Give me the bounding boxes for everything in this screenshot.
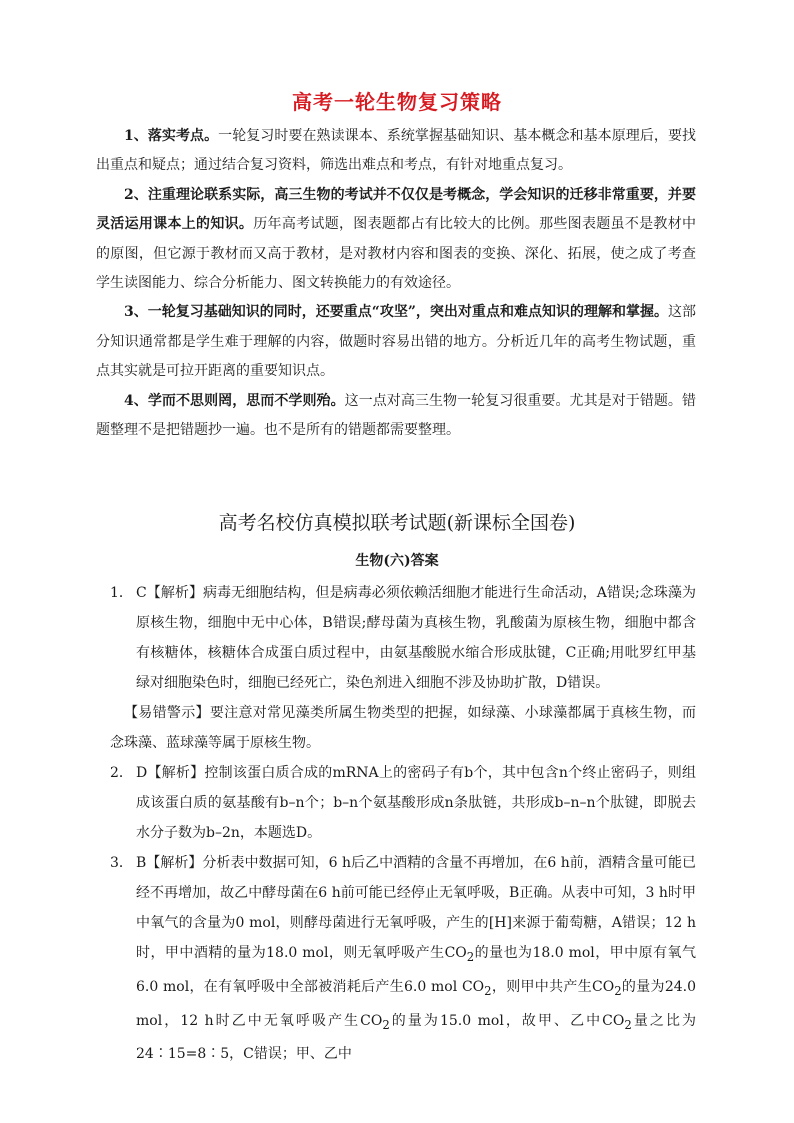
answer-text-part: 的量为15.0 mol，故甲、乙中CO	[389, 1012, 625, 1029]
strategy-section	[96, 122, 696, 445]
subscript: 2	[484, 983, 492, 998]
answer-text-part: 的量也为18.0 mol，甲中原有氧气6.0 mol，在有氧呼吸中全部被消耗后产生6.0 mol CO	[136, 945, 696, 995]
strategy-item-lead: 4、学而不思则罔，思而不学则殆。	[124, 392, 345, 409]
strategy-item-text: 这部分知识通常都是学生难于理解的内容，做题时容易出错的地方。分析近几年的高考生物试题，重点其实就是可拉开距离的重要知识点。	[96, 304, 696, 380]
strategy-item-text: 历年高考试题，图表题都占有比较大的比例。那些图表题虽不是教材中的原图，但它源于教材而又高于教材，是对教材内容和图表的变换、深化、拓展，使之成了考查学生读图能力、综合分析能力、图文转换能力的有效途径。	[96, 216, 697, 292]
subscript: 2	[466, 949, 475, 964]
answer-number: 3．	[110, 855, 133, 871]
exam-title: 高考名校仿真模拟联考试题(新课标全国卷)	[218, 512, 576, 534]
answer-text: C【解析】病毒无细胞结构，但是病毒必须依赖活细胞才能进行生命活动，A错误;念珠藻为原核生物，细胞中无中心体，B错误;酵母菌为真核生物，乳酸菌为原核生物，细胞中都含有核糖体，核糖体合成蛋白质过程中，由氨基酸脱水缩合形成肽键，C正确;用吡罗红甲基绿对细胞染色时，细胞已经死亡，染色剂进入细胞不涉及协助扩散，D错误。	[136, 585, 696, 691]
strategy-item	[96, 298, 696, 386]
answer-item	[110, 848, 696, 1069]
answer-number: 1．	[110, 585, 133, 601]
subscript: 2	[624, 1017, 632, 1032]
exam-subtitle: 生物(六)答案	[355, 553, 439, 569]
strategy-title: 高考一轮生物复习策略	[292, 90, 502, 114]
strategy-item	[96, 387, 696, 446]
subscript: 2	[614, 983, 622, 998]
answer-text-part: ，则甲中共产生CO	[491, 978, 615, 995]
answer-text-part: 的量为24.0 mol，12 h时乙中无氧呼吸产生CO	[136, 978, 697, 1029]
answer-text-part: B【解析】分析表中数据可知，6 h后乙中酒精的含量不再增加，在6 h前，酒精含量可能已经不再增加，故乙中酵母菌在6 h前可能已经停止无氧呼吸，B正确。从表中可知，3 h时甲中氧气的含量为0 mol，则酵母菌进行无氧呼吸，产生的[H]来源于葡萄糖，A错误；12 h时，甲中酒精的量为18.0 mol，则无氧呼吸产生CO	[136, 855, 696, 961]
subscript: 2	[382, 1017, 390, 1032]
strategy-item-text: 一轮复习时要在熟读课本、系统掌握基础知识、基本概念和基本原理后，要找出重点和疑点；通过结合复习资料，筛选出难点和考点，有针对地重点复习。	[96, 128, 696, 174]
error-warning-note: 【易错警示】要注意对常见藻类所属生物类型的把握，如绿藻、小球藻都属于真核生物，而念珠藻、蓝球藻等属于原核生物。	[110, 705, 696, 751]
answer-text-part: 量之比为24∶15=8∶5，C错误；甲、乙中	[136, 1012, 697, 1063]
strategy-item-text: 这一点对高三生物一轮复习很重要。尤其是对于错题。错题整理不是把错题抄一遍。也不是所有的错题都需要整理。	[96, 392, 696, 439]
answer-item	[110, 758, 696, 848]
answer-item	[110, 578, 696, 698]
strategy-item	[96, 122, 696, 181]
strategy-item-lead: 2、注重理论联系实际，高三生物的考试并不仅仅是考概念，学会知识的迁移非常重要，并要灵活运用课本上的知识。	[96, 186, 696, 233]
strategy-item-lead: 3、一轮复习基础知识的同时，还要重点“攻坚”，突出对重点和难点知识的理解和掌握。	[124, 304, 668, 321]
strategy-item-lead: 1、落实考点。	[124, 128, 219, 144]
answer-text: D【解析】控制该蛋白质合成的mRNA上的密码子有b个，其中包含n个终止密码子，则组成该蛋白质的氨基酸有b–n个；b–n个氨基酸形成n条肽链，共形成b–n–n个肽键，即脱去水分子数为b–2n，本题选D。	[136, 765, 696, 841]
answer-number: 2．	[110, 765, 133, 781]
answer-section	[110, 578, 696, 1069]
strategy-item	[96, 181, 696, 299]
